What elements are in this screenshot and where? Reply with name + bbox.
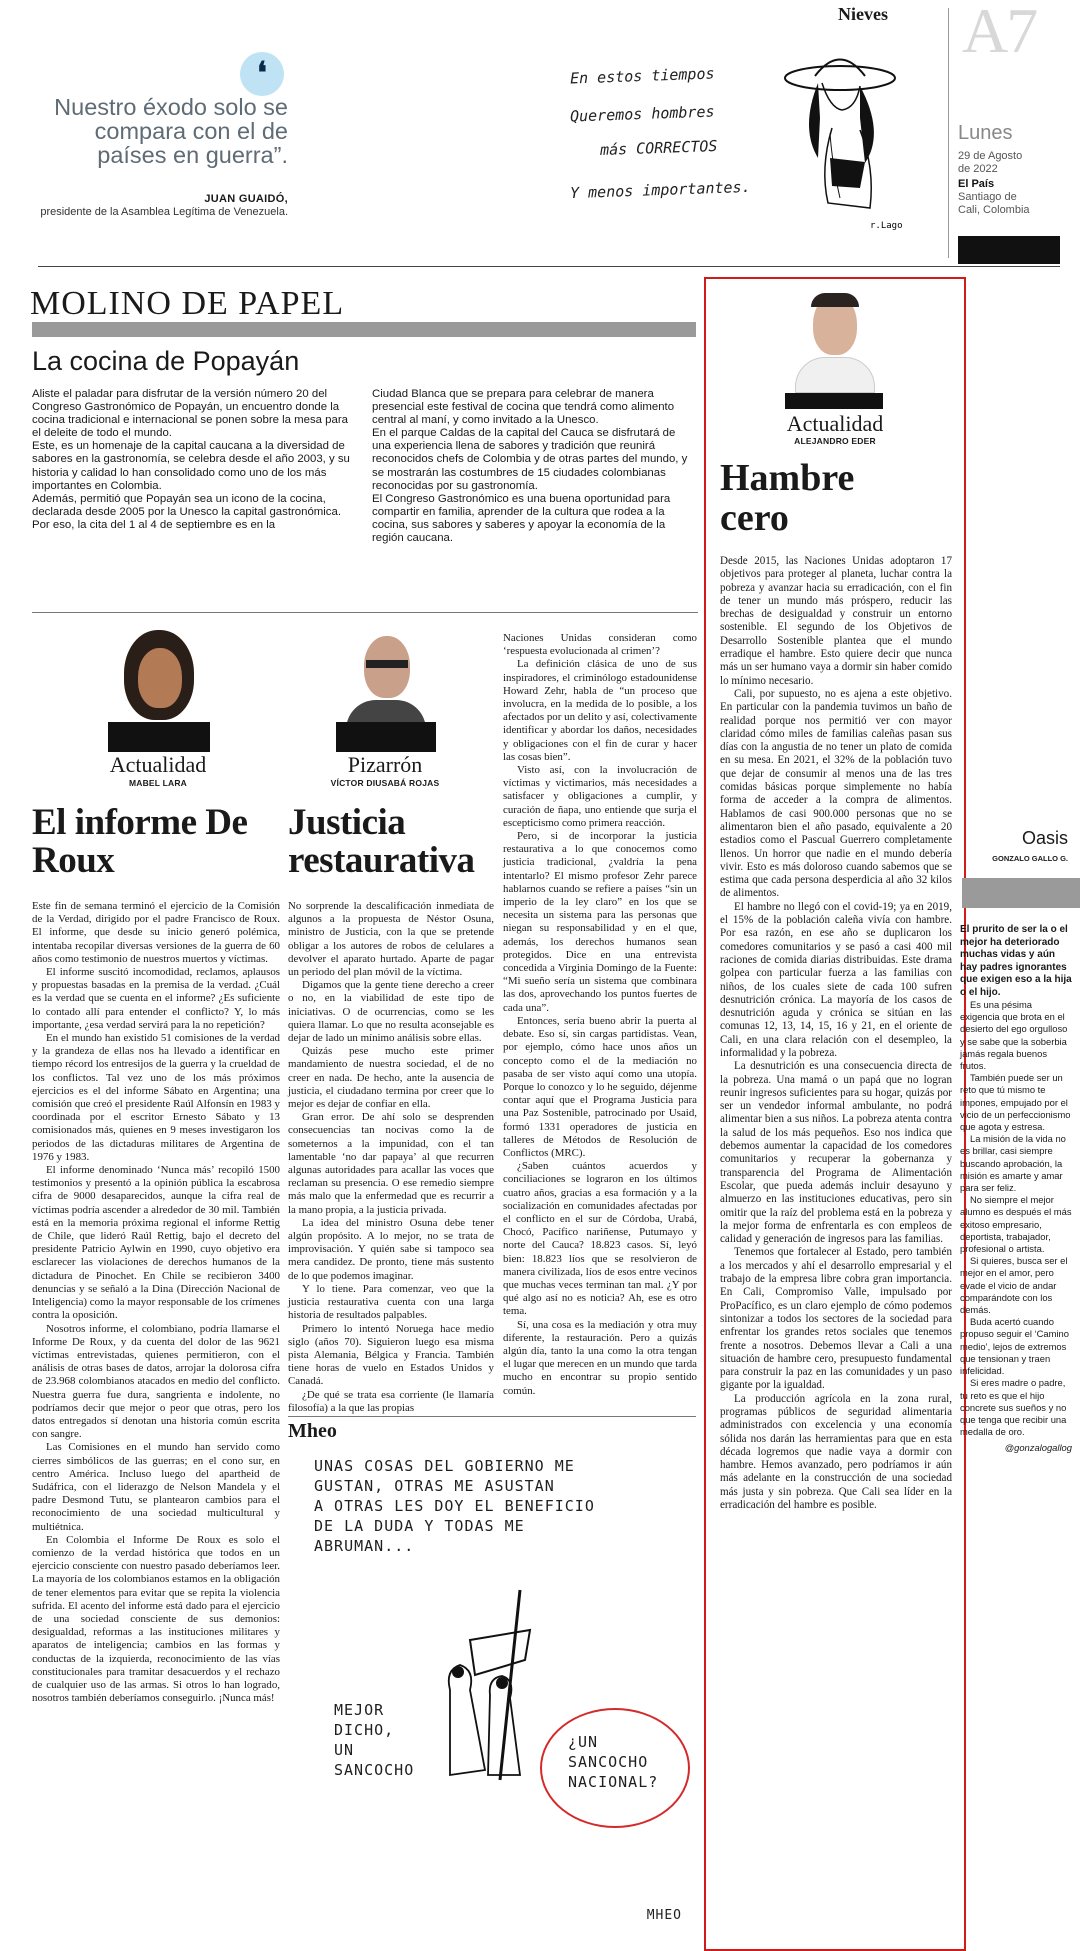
mheo-signature: MHEO [646, 1908, 682, 1923]
quote-author: JUAN GUAIDÓ, [204, 193, 288, 205]
quote-icon: ❛ [240, 52, 284, 96]
oasis-author: GONZALO GALLO G. [992, 854, 1068, 863]
header-cartoon [560, 38, 920, 238]
column-label-alejandro: Actualidad [786, 411, 884, 436]
oasis-column [950, 820, 1080, 1820]
publication-date: 29 de Agosto de 2022 [958, 150, 1023, 175]
article-body-de-roux: Este fin de semana terminó el ejercicio de la Comisión de la Verdad, dirigido por el padre Francisco de Roux. El informe, que desde su inicio generó polémica, intentaba recopilar diversas versiones de la guerra de 60 años como testimonio de nuestros muertos y víctimas. El informe suscitó incomodidad, reclamos, aplausos y propuestas basadas en la premisa de la verdad. ¿Cuál es la verdad que se cuenta en el informe? ¿Es suficiente lo contado allí para entender el conflicto? Y, lo más importante, ¿esa verdad servirá para la no repetición? En el mundo han existido 51 comisiones de la verdad y la grandeza de ellas nos ha llevado a identificar en tiempo récord los entresijos de la guerra y la crueldad de los conflictos. Tal vez uno de los más próximos ejercicios es el del informe Sábato en Argentina; una comisión que creó el presidente Raúl Alfonsín en 1983 y coordinada por el escritor Ernesto Sábato y 13 comisionados más, quienes en 9 meses investigaron los periodos de las dictaduras militares de Argentina de 1976 y 1983. El informe denominado ‘Nunca más’ recopiló 1500 testimonios y presentó a la opinión pública la escabrosa cifra de 9000 desaparecidos, aunque la cifra real de víctimas podría ascender a alrededor de 30 mil. También está en la memoria próxima regional el informe Rettig de Chile, que lideró Raúl Rettig, bajo el decreto del presidente Patricio Aylwin en 1990, cuyo objetivo era esclarecer las violaciones de derechos humanos de la dictadura de Pinochet. En Chile se recibieron 3400 denuncias y se señaló a la Dina (Dirección Nacional de Inteligencia) como la mayor responsable de los crímenes contra la oposición. Nosotros informe, el colombiano, podría llamarse el Informe De Roux, y da cuenta del dolor de las 9621 víctimas entrevistadas, quienes permitieron, con el análisis de otras bases de datos, arrojar la dolorosa cifra de 23.968 colombianos atacados en medio del conflicto. Nuestra guerra fue dura, sangrienta e indolente, no podríamos decir que mejor o peor que otras, pero los datos entregados sí denotan una historia común escrita con sangre. Las Comisiones en el mundo han servido como cierres simbólicos de las guerras; en el cono sur, en centro América. Incluso luego del apartheid de Sudáfrica, con el liderazgo de Nelson Mandela y el padre Desmond Tutu, se plantearon cambios para el reconocimiento de una sociedad multicultural y multiétnica. En Colombia el Informe De Roux es solo el comienzo de la verdad histórica que todos en un ejercicio consciente con nuestro pasado deberíamos leer. La mayoría de los colombianos estamos en la obligación de tener elementos para evitar que se repita la violencia sufrida. El acento del informe está dado para el ejercicio de una sociedad consciente de sus demonios: desigualdad, reformas a las instituciones militares y aparatos de inteligencia; cambios en las formas y conductas de la izquierda, reconocimiento de las vías constitucionales para tramitar desacuerdos y el rechazo de cualquier uso de las armas. Si otros lo han logrado, nosotros también deberíamos conseguirlo. ¡Nunca más! [32, 900, 280, 1705]
author-name-mabel: MABEL LARA [128, 778, 188, 788]
cartoon-caption-2: Queremos hombres [569, 102, 715, 126]
author-name-alejandro: ALEJANDRO EDER [794, 436, 876, 446]
column-label-victor: Pizarrón [347, 752, 423, 777]
article-body-hambre-cero: Desde 2015, las Naciones Unidas adoptaron 17 objetivos para proteger al planeta, luchar contra la pobreza y avanzar hacia su erradicación, con el fin de tener un mundo más próspero, reducir las brechas de desigualdad y construir un entorno sostenible. El segundo de los Objetivos de Desarrollo Sostenible plantea que el mundo erradique el hambre. Esto quiere decir que nunca más un ser humano vaya a dormir sin haber comido lo mínimo necesario. Cali, por supuesto, no es ajena a este objetivo. En particular con la pandemia tuvimos un baño de realidad porque nos permitió ver con mayor claridad cómo miles de familias caleñas pasan sus días con la angustia de no tener un plato de comida en su mesa. En 2021, el 32% de la población tuvo que dejar de consumir al menos una de las tres comidas básicas porque simplemente no había forma de acceder a la compra de alimentos. Hablamos de casi 900.000 personas que no se alimentaron bien el año pasado, equivalente a 20 estadios como el Pascual Guerrero completamente llenos. Un horror que nadie en el mundo debería vivir. Esto es más doloroso cuando sabemos que se estima que cada persona desperdicia al año 32 kilos de alimentos. El hambre no llegó con el covid-19; ya en 2019, el 15% de la población caleña vivía con hambre. Por esa razón, en ese año se duplicaron los comedores comunitarios y se pasó a casi 400 mil raciones de comida diarias distribuidas. Este drama golpea con particular fuerza a las familias con niños, de los cuales siete de cada 100 sufren desnutrición crónica. La mayoría de los casos de desnutrición aguda y crónica se sitúan en las comunas 12, 13, 14, 15, 16 y 21, en el oriente de Cali, en una clara relación con el desempleo, la informalidad y la pobreza. La desnutrición es una consecuencia directa de la pobreza. Una mamá o un papá que no logran reunir ingresos suficientes para su hogar, quizás por ser un vendedor informal ambulante, no podrá alimentar bien a sus niños. La pobreza atenta contra la salud de los más pequeños. Eso nos indica que debemos aumentar la capacidad de los comedores comunitarios y recuperar la gobernanza y transparencia del Programa de Alimentación Escolar, que pueda además incluir desayuno y almuerzo en las instituciones educativas, pero sin omitir que la raíz del problema está en la pobreza y la mejor forma de enfrentarla es con empleos de calidad y generación de ingresos para las familias. Tenemos que fortalecer al Estado, pero también a los mercados y ahí el desarrollo empresarial y el trabajo de la empresa libre cobra gran importancia. En Cali, Compromiso Valle, impulsado por ProPacífico, es un claro ejemplo de cómo podemos sintonizar a todos los sectores de la sociedad para enfrentar los grandes retos sociales que tenemos frente a nosotros. Debemos llevar a Cali a una situación de hambre cero, presupuesto fundamental para construir la paz en las comunidades y un paso gigante por la igualdad. La producción agrícola en la zona rural, programas públicos de seguridad alimentaria administrados con excelencia y una economía sólida nos darán las herramientas para que en esta década logremos que nadie vaya a dormir con hambre. Hemos avanzado, pero podríamos ir aún más adelante en la construcción de una sociedad más justa y sin pobreza. Que Cali sea líder en la erradicación del hambre es posible. [720, 555, 952, 1512]
oasis-label: Oasis [1021, 828, 1068, 848]
cartoon-caption-1: En estos tiempos [569, 64, 715, 88]
cocina-col-2: Ciudad Blanca que se prepara para celebrar de manera presencial este festival de cocina que tendrá como alimento central al maní, y como invitado a la Unesco. En el parque Caldas de la capital del Cauca se disfrutará de una experiencia llena de sabores y tradición que reunirá reconocidos chefs de Colombia y de otras partes del mundo, y se mostrarán las costumbres de 15 ciudades colombianas reconocidas por su gastronomía. El Congreso Gastronómico es una buena oportunidad para compartir en familia, aprender de la cultura que rodea a la cocina, sus sabores y saberes y apoyar la economía de la región caucana. [372, 388, 688, 545]
cartoon-caption-3: más CORRECTOS [599, 136, 718, 160]
headline-hambre-cero: Hambre cero [720, 457, 855, 539]
cartoon-caption-4: Y menos importantes. [569, 177, 751, 203]
cocina-headline: La cocina de Popayán [32, 346, 300, 376]
headline-justicia: Justicia restaurativa [288, 802, 475, 881]
quote-role: presidente de la Asamblea Legítima de Venezuela. [40, 206, 288, 218]
molino-divider [32, 612, 698, 613]
header-black-bar [958, 236, 1060, 264]
molino-title: MOLINO DE PAPEL [30, 285, 345, 322]
molino-bar [32, 322, 696, 337]
page-number: A7 [962, 0, 1037, 66]
cartoon-text-top: UNAS COSAS DEL GOBIERNO ME GUSTAN, OTRAS ME ASUSTAN A OTRAS LES DOY EL BENEFICIO DE LA DUDA Y TODAS ME ABRUMAN... [314, 1457, 595, 1555]
mheo-cartoon [300, 1450, 696, 1940]
city-name: Santiago de Cali, Colombia [958, 191, 1030, 216]
cartoon-text-left: MEJOR DICHO, UN SANCOCHO [334, 1701, 415, 1779]
cartoon-text-bubble: ¿UN SANCOCHO NACIONAL? [568, 1733, 659, 1791]
headline-de-roux: El informe De Roux [32, 802, 248, 881]
oasis-gray-bar [962, 878, 1080, 908]
author-photo-mabel [108, 624, 210, 752]
author-photo-alejandro [785, 285, 883, 409]
oasis-handle: @gonzalogallog [1004, 1442, 1072, 1454]
column-label-mabel: Actualidad [109, 752, 207, 777]
header-divider [38, 266, 1060, 267]
cartoon-figures-illustration [430, 1580, 560, 1800]
mheo-top-rule [288, 1416, 696, 1417]
author-photo-victor [336, 624, 436, 752]
featured-quote: Nuestro éxodo solo se compara con el de países en guerra”. [54, 94, 288, 168]
author-name-victor: VÍCTOR DIUSABÁ ROJAS [330, 778, 440, 788]
header-vertical-rule [948, 8, 949, 258]
cartoon-signature: r.Lago [870, 221, 903, 231]
section-name: Nieves [838, 4, 888, 24]
day-of-week: Lunes [958, 122, 1013, 144]
woman-with-hat-illustration [760, 38, 920, 238]
article-body-justicia-2: Naciones Unidas consideran como ‘respuesta evolucionada al crimen’? La definición clásica de uno de sus inspiradores, el criminólogo estadounidense Howard Zehr, habla de “un proceso que involucra, en la medida de lo posible, a los afectados por un delito y así, colectivamente identificar y abordar los daños, necesidades y obligaciones con el fin de curar y hacer las cosas bien”. Visto así, con la involucración de víctimas y victimarios, más necesidades a satisfacer y obligaciones a cumplir, y curación de ñapa, uno entiende que surja el escepticismo como primera reacción. Pero, si de incorporar la justicia restaurativa a lo que conocemos como justicia tradicional, ¿valdría la pena intentarlo? El mismo profesor Zehr parece hablarnos cuando se refiere a países “sin un imperio de la ley claro” en los que se necesita un sistema para las personas que niegan su responsabilidad y en el que, además, los derechos humanos sean protegidos. Dice en una entrevista concedida a Virginia Domingo de la Fuente: “Mi sueño sería un sistema que combinara las dos, aprovechando los puntos fuertes de cada una”. Entonces, sería bueno abrir la puerta al debate. Eso sí, sin cargas partidistas. Vean, por ejemplo, cómo hace unos años un concepto como el de la mediación no pasaba de ser visto aquí como una utopía. Porque lo conozco y lo he seguido, déjenme contar aquí que el Programa Justicia para una Paz Sostenible, patrocinado por Usaid, formó 1331 operadores de justicia en talleres de Métodos de Resolución de Conflictos (MRC). ¿Saben cuántos acuerdos y conciliaciones se lograron en los últimos cuatro años, gracias a esa formación y a la socialización en comunidades afectadas por el conflicto en el sur de Córdoba, Urabá, Chocó, Pacífico nariñense, Putumayo y norte del Cauca? 18.823 casos. Sí, leyó bien: 18.823 líos que se resolvieron de manera civilizada, líos de esos entre vecinos que muchas veces terminan tan mal. ¿Y por qué algo así no es noticia? Ah, ese es otro tema. Sí, una cosa es la mediación y otra muy diferente, la restauración. Pero a quizás algún día, tanto la una como la otra tengan el lugar que merecen en un mundo que tarda mucho en encontrar su propio sentido común. [503, 632, 697, 1397]
oasis-body: El prurito de ser la o el mejor ha deteriorado muchas vidas y aún hay padres ignorantes que exigen eso a la hija o el hijo. Es una pésima exigencia que brota en el desierto del ego orgulloso y se sabe que la soberbia jamás regala buenos frutos. También puede ser un reto que tú mismo te impones, empujado por el vicio de un perfeccionismo que agota y estresa. La misión de la vida no es brillar, casi siempre buscando aprobación, la misión es amarte y amar para ser feliz. No siempre el mejor alumno es después el más exitoso empresario, deportista, trabajador, profesional o artista. Si quieres, busca ser el mejor en el amor, pero evade el vicio de andar comparándote con los demás. Buda acertó cuando propuso seguir el ‘Camino medio’, lejos de extremos que tensionan y traen infelicidad. Si eres madre o padre, tu reto es que el hijo concrete sus sueños y no que tenga que recibir una medalla de oro. @gonzalogallog [960, 924, 1072, 1454]
newspaper-name: El País [958, 178, 995, 190]
mheo-title: Mheo [288, 1420, 337, 1442]
article-body-justicia-1: No sorprende la descalificación inmediata de algunos a la propuesta de Néstor Osuna, ministro de Justicia, con la que se pretende obligar a los autores de robos de celulares a devolver el aparato hurtado. Aparte de pagar un periodo del plan móvil de la víctima. Digamos que la gente tiene derecho a creer o no, en la viabilidad de este tipo de iniciativas. O de ocurrencias, como se les quiera llamar. Lo que no resulta aconsejable es dejar de lado un mínimo análisis sobre ellas. Quizás pese mucho este primer mandamiento de nuestra sociedad, el de no creer en nada. De hecho, ante la ausencia de justicia, el ciudadano termina por creer que lo mejor es dejar de confiar en ella. Gran error. De ahí solo se desprenden consecuencias tan nocivas como la de someternos a la impunidad, con el tan lamentable ‘no dar papaya’ al que recurren algunas autoridades para acallar las voces que reclaman su presencia. O ese remedio siempre más malo que la enfermedad que es recurrir a la mano propia, a la justicia privada. La idea del ministro Osuna debe tener algún propósito. A lo mejor, no se trata de improvisación. Y quién sabe si tampoco sea mera candidez. De pronto, tiene más sustento de lo que podemos imaginar. Y lo tiene. Para comenzar, veo que la justicia restaurativa cuenta con una larga historia de resultados palpables. Primero lo intentó Noruega hace medio siglo (años 70). Siguieron luego esa misma pista Alemania, Bélgica y Francia. También tiene horas de vuelo en Estados Unidos y Canadá. ¿De qué se trata esa corriente (le llamaría filosofía) a la que las propias [288, 900, 494, 1414]
cocina-col-1: Aliste el paladar para disfrutar de la versión número 20 del Congreso Gastronómico de Popayán, un encuentro donde la cocina tradicional e internacional se ponen sobre la mesa para el deleite de todo el mundo. Este, es un homenaje de la capital caucana a la diversidad de sabores en la gastronomía, se celebra desde el año 2003, y su historia y calidad lo han consolidado como uno de los más importantes en Colombia. Además, permitió que Popayán sea un icono de la cocina, declarada desde 2005 por la Unesco la capital gastronómica. Por eso, la cita del 1 al 4 de septiembre es en la [32, 388, 350, 531]
